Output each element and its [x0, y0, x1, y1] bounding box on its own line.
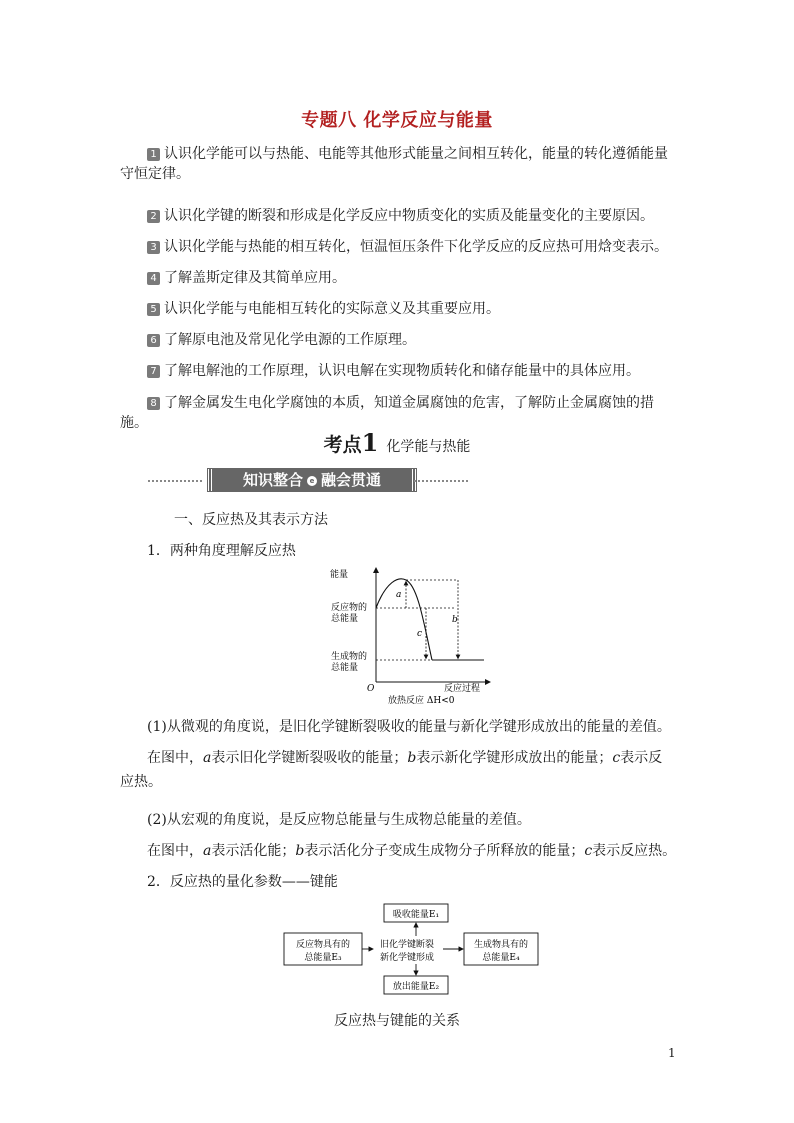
text-absorb: 吸收能量E₁ — [392, 910, 440, 920]
paragraph-2: 在图中，a表示旧化学键断裂吸收的能量；b表示新化学键形成放出的能量；c表示反 应热。 — [120, 750, 663, 790]
objective-number: 6 — [147, 334, 160, 347]
chapter-title: 专题八 化学反应与能量 — [301, 110, 493, 131]
y-axis-label: 能量 — [330, 570, 349, 580]
label-b: b — [452, 615, 458, 625]
objective-number: 7 — [147, 365, 160, 378]
kaodian-heading: 考点1 化学能与热能 — [323, 428, 471, 457]
x-axis-label: 反应过程 — [444, 684, 481, 694]
objective-8: 8 了解金属发生电化学腐蚀的本质，知道金属腐蚀的危害，了解防止金属腐蚀的措施。 — [120, 395, 654, 431]
objective-5: 5 认识化学能与电能相互转化的实际意义及其重要应用。 — [120, 299, 680, 319]
section-banner — [148, 469, 468, 493]
text-center-1: 旧化学键断裂 — [379, 940, 435, 950]
text-center-2: 新化学键形成 — [379, 953, 435, 963]
objective-number: 2 — [147, 210, 160, 223]
paragraph-4: 在图中，a表示活化能；b表示活化分子变成生成物分子所释放的能量；c表示反应热。 — [147, 843, 677, 859]
objective-2: 2 认识化学键的断裂和形成是化学反应中物质变化的实质及能量变化的主要原因。 — [120, 206, 680, 226]
objective-number: 4 — [147, 272, 160, 285]
label-a: a — [396, 590, 402, 600]
subheading-1: 1．两种角度理解反应热 — [147, 543, 296, 559]
objective-number: 1 — [147, 148, 160, 161]
objective-1: 1 认识化学能可以与热能、电能等其他形式能量之间相互转化，能量的转化遵循能量 守恒定律。 — [120, 146, 668, 182]
reaction-curve — [376, 579, 432, 660]
banner-box: 知识整合 e 融会贯通 — [208, 469, 416, 491]
bond-energy-diagram — [280, 898, 544, 998]
diagram-caption: 放热反应 ΔH<0 — [388, 696, 455, 706]
label-c: c — [417, 629, 423, 639]
reactants-label-1: 反应物的 — [331, 603, 368, 613]
text-products-2: 总能量E₄ — [482, 953, 520, 963]
objective-4: 4 了解盖斯定律及其简单应用。 — [120, 268, 680, 288]
objective-3: 3 认识化学能与热能的相互转化，恒温恒压条件下化学反应的反应热可用焓变表示。 — [120, 237, 680, 257]
objective-6: 6 了解原电池及常见化学电源的工作原理。 — [120, 330, 680, 350]
products-label-2: 总能量 — [331, 663, 359, 673]
text-release: 放出能量E₂ — [392, 982, 440, 992]
banner-dot-icon: e — [307, 476, 317, 486]
objective-7: 7 了解电解池的工作原理，认识电解在实现物质转化和储存能量中的具体应用。 — [120, 361, 680, 381]
section-heading-1: 一、反应热及其表示方法 — [174, 512, 328, 528]
paragraph-3: (2)从宏观的角度说，是反应物总能量与生成物总能量的差值。 — [147, 812, 531, 828]
text-reactants-1: 反应物具有的 — [295, 940, 351, 950]
energy-diagram — [320, 564, 500, 706]
text-products-1: 生成物具有的 — [473, 940, 529, 950]
bond-energy-caption: 反应热与键能的关系 — [334, 1013, 460, 1029]
objective-number: 5 — [147, 303, 160, 316]
origin-label: O — [367, 684, 375, 694]
banner-line-right — [414, 480, 468, 482]
subheading-2: 2．反应热的量化参数——键能 — [147, 874, 338, 890]
objective-number: 8 — [147, 397, 160, 410]
paragraph-1: (1)从微观的角度说，是旧化学键断裂吸收的能量与新化学键形成放出的能量的差值。 — [147, 719, 671, 735]
page-number: 1 — [668, 1046, 676, 1060]
reactants-label-2: 总能量 — [331, 614, 359, 624]
objective-number: 3 — [147, 241, 160, 254]
products-label-1: 生成物的 — [331, 652, 368, 662]
text-reactants-2: 总能量E₃ — [304, 953, 342, 963]
banner-line-left — [148, 480, 202, 482]
